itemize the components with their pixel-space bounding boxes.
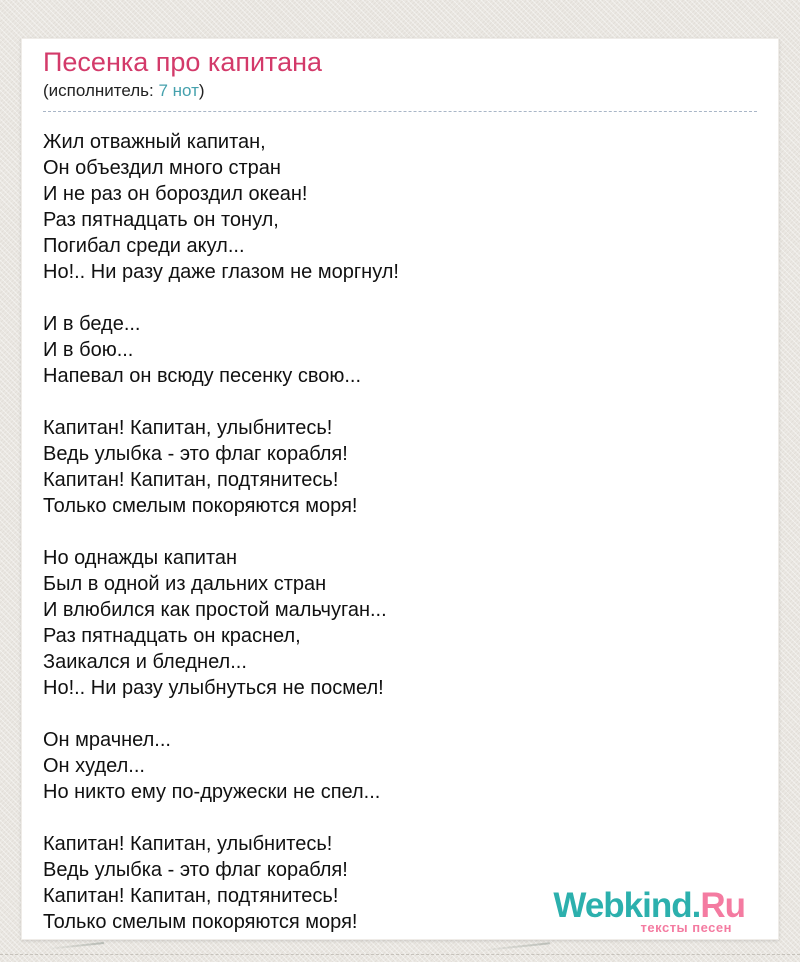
lyric-line: Капитан! Капитан, улыбнитесь! [43, 833, 333, 856]
lyric-line: Ведь улыбка - это флаг корабля! [43, 859, 348, 882]
lyric-line: Только смелым покоряются моря! [43, 911, 358, 934]
lyric-line: Но никто ему по-дружески не спел... [43, 781, 381, 804]
lyric-line: Он худел... [43, 755, 145, 778]
lyric-line: Но однажды капитан [43, 547, 238, 570]
lyric-line: Раз пятнадцать он краснел, [43, 625, 301, 648]
lyric-line [43, 389, 757, 415]
lyric-line [43, 519, 757, 545]
artist-line [43, 81, 757, 101]
lyrics-card [21, 38, 779, 940]
logo-ru-text: Ru [700, 886, 745, 925]
lyric-line [43, 701, 757, 727]
lyric-line: Погибал среди акул... [43, 235, 245, 258]
artist-link[interactable]: 7 нот [158, 81, 199, 101]
lyric-line: И влюбился как простой мальчуган... [43, 599, 387, 622]
lyric-line: Ведь улыбка - это флаг корабля! [43, 443, 348, 466]
lyric-line: Заикался и бледнел... [43, 651, 247, 674]
logo-tagline: тексты песен [640, 920, 732, 935]
lyric-line: Капитан! Капитан, подтянитесь! [43, 469, 339, 492]
lyric-line: Но!.. Ни разу даже глазом не моргнул! [43, 261, 399, 284]
lyrics-text [43, 129, 757, 935]
lyric-line: Он мрачнел... [43, 729, 171, 752]
song-header [43, 45, 757, 112]
lyric-line: Но!.. Ни разу улыбнуться не посмел! [43, 677, 384, 700]
lyric-line: И в бою... [43, 339, 134, 362]
site-logo-wordmark [553, 888, 745, 923]
lyric-line [43, 285, 757, 311]
page-title: Песенка про капитана [43, 47, 323, 77]
site-logo-link[interactable] [553, 888, 745, 934]
lyric-line: Только смелым покоряются моря! [43, 495, 358, 518]
page-bottom-divider [0, 954, 800, 955]
lyric-line: Был в одной из дальних стран [43, 573, 327, 596]
lyric-line: Напевал он всюду песенку свою... [43, 365, 362, 388]
artist-label-suffix: ) [198, 81, 205, 101]
artist-label-prefix: (исполнитель: [43, 81, 159, 101]
lyric-line: Капитан! Капитан, подтянитесь! [43, 885, 339, 908]
lyric-line: И не раз он бороздил океан! [43, 183, 308, 206]
lyric-line [43, 805, 757, 831]
lyric-line: Капитан! Капитан, улыбнитесь! [43, 417, 333, 440]
lyric-line: Раз пятнадцать он тонул, [43, 209, 279, 232]
lyric-line: Он объездил много стран [43, 157, 281, 180]
logo-webkind-text: Webkind. [553, 886, 701, 925]
lyric-line: И в беде... [43, 313, 141, 336]
lyric-line: Жил отважный капитан, [43, 131, 266, 154]
